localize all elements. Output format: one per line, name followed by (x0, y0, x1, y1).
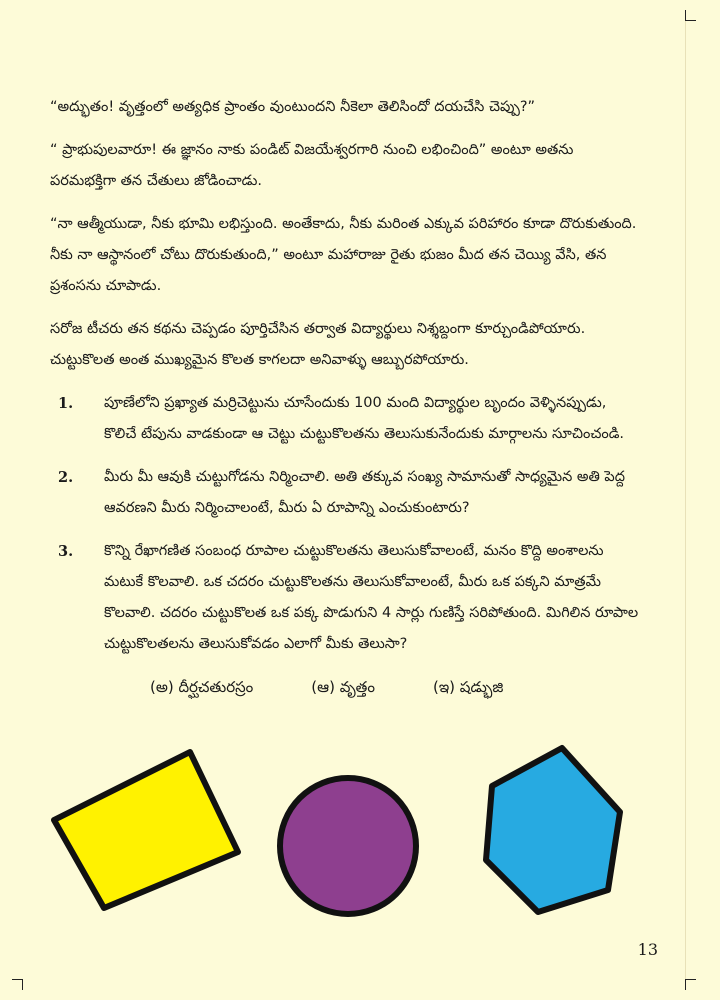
question-2 (50, 462, 640, 524)
hexagon-shape (486, 748, 620, 912)
crop-mark-bottom-left (12, 979, 23, 990)
shapes-illustration (40, 740, 640, 940)
crop-mark-top-right (685, 10, 696, 21)
page-edge-line (685, 18, 686, 982)
question-1 (50, 388, 640, 450)
question-number: 3. (58, 543, 74, 560)
rectangle-shape (54, 752, 238, 908)
question-3 (50, 536, 640, 660)
main-text (50, 92, 640, 703)
shape-options (150, 672, 640, 703)
paragraph-2: “ ప్రాభుపులవారూ! ఈ జ్ఞానం నాకు పండిట్ విజయేశ్వరగారి నుంచి లభించింది” అంటూ అతను పరమభక్తిగా తన చేతులు జోడించాడు. (50, 142, 574, 189)
question-number: 1. (58, 395, 74, 412)
option-circle: (ఆ) వృత్తం (311, 678, 375, 696)
option-hexagon: (ఇ) షడ్భుజి (432, 678, 504, 696)
question-text: కొన్ని రేఖాగణిత సంబంధ రూపాల చుట్టుకొలతను తెలుసుకోవాలంటే, మనం కొద్ది అంశాలను మటుకే కొలవాలి. ఒక చదరం చుట్టుకొలతను తెలుసుకోవాలంటే, మీరు ఒక పక్కని మాత్రమే కొలవాలి. చదరం చుట్టుకొలత ఒక పక్క పొడుగుని 4 సార్లు గుణిస్తే సరిపోతుంది. మిగిలిన రూపాల చుట్టుకొలతలను తెలుసుకోవడం ఎలాగో మీకు తెలుసా? (104, 543, 639, 652)
paragraph-4: సరోజ టీచరు తన కథను చెప్పడం పూర్తిచేసిన తర్వాత విద్యార్థులు నిశ్శబ్దంగా కూర్చుండిపోయారు. చుట్టుకొలత అంత ముఖ్యమైన కొలత కాగలదా అనివాళ్ళు ఆబ్బురపోయారు. (50, 321, 586, 368)
page-number: 13 (637, 940, 658, 959)
question-text: పూణేలోని ప్రఖ్యాత మర్రిచెట్టును చూసేందుకు 100 మంది విద్యార్థుల బృందం వెళ్ళినప్పుడు, కొలిచే టేపును వాడకుండా ఆ చెట్టు చుట్టుకొలతను తెలుసుకునేందుకు మార్గాలను సూచించండి. (104, 395, 625, 442)
question-text: మీరు మీ ఆవుకి చుట్టుగోడను నిర్మించాలి. అతి తక్కువ సంఖ్య సామానుతో సాధ్యమైన అతి పెద్ద ఆవరణని మీరు నిర్మించాలంటే, మీరు ఏ రూపాన్ని ఎంచుకుంటారు? (104, 469, 625, 516)
circle-shape (280, 778, 416, 914)
crop-mark-bottom-right (685, 979, 696, 990)
paragraph-3: “నా ఆత్మీయుడా, నీకు భూమి లభిస్తుంది. అంతేకాదు, నీకు మరింత ఎక్కువ పరిహారం కూడా దొరుకుతుంది. నీకు నా ఆస్థానంలో చోటు దొరుకుతుంది,” అంటూ మహారాజు రైతు భుజం మీద తన చెయ్యి వేసి, తన ప్రశంసను చూపాడు. (50, 216, 637, 294)
option-rectangle: (అ) దీర్ఘచతురస్రం (150, 678, 254, 696)
paragraph-1: “అద్భుతం! వృత్తంలో అత్యధిక ప్రాంతం వుంటుందని నీకెలా తెలిసిందో దయచేసి చెప్పు?” (50, 99, 536, 115)
question-number: 2. (58, 469, 74, 486)
